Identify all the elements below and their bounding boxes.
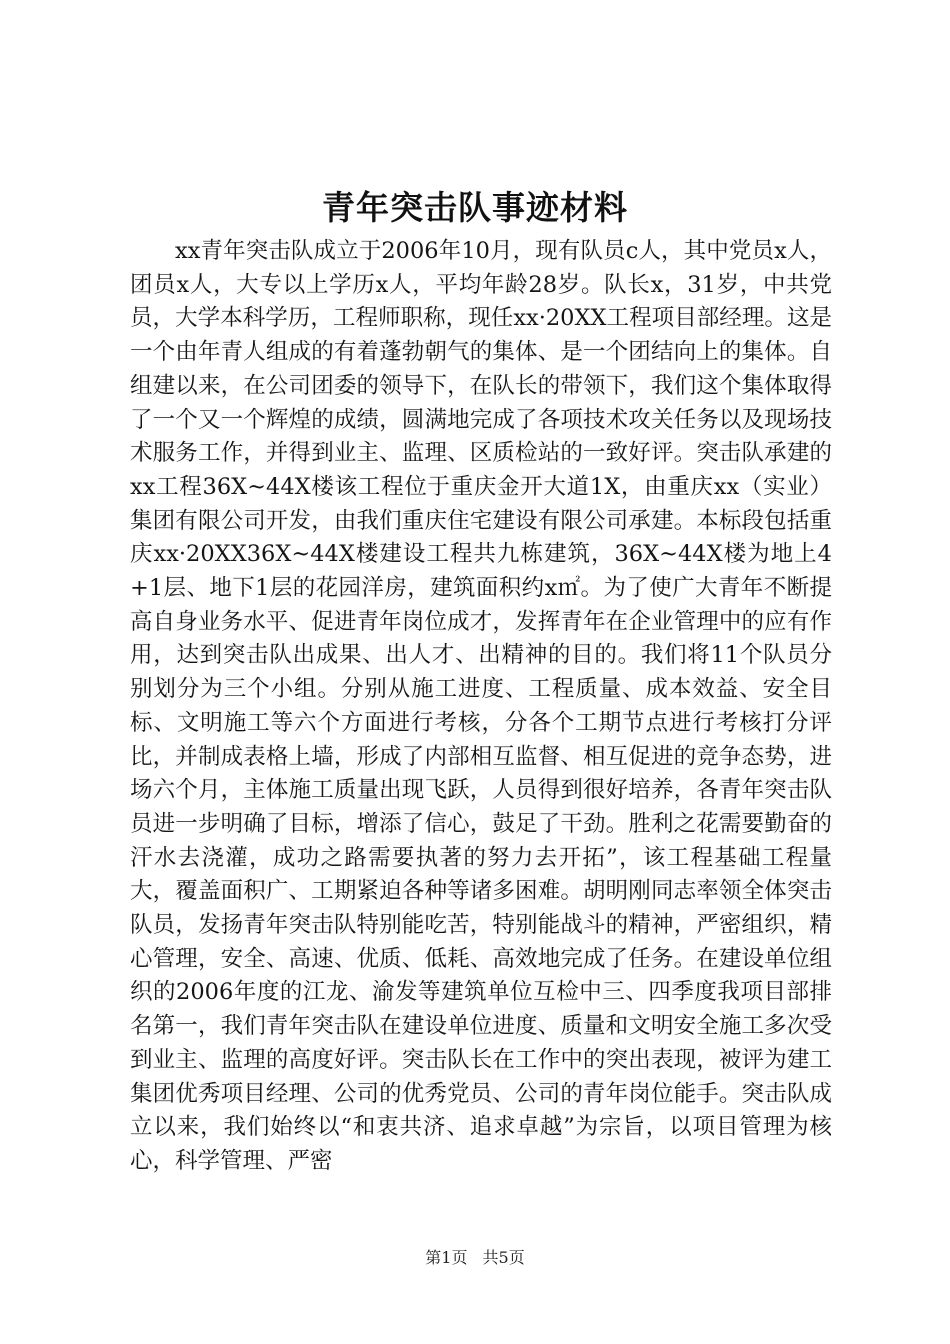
page-footer xyxy=(0,1245,950,1268)
page-number-current: 第1页 xyxy=(425,1248,468,1267)
document-title: 青年突击队事迹材料 xyxy=(322,188,628,227)
document-body-paragraph: xx青年突击队成立于2006年10月，现有队员c人，其中党员x人，团员x人，大专以上学历x人，平均年龄28岁。队长x，31岁，中共党员，大学本科学历，工程师职称，现任xx·20XX工程项目部经理。这是一个由年青人组成的有着蓬勃朝气的集体、是一个团结向上的集体。自组建以来，在公司团委的领导下，在队长的带领下，我们这个集体取得了一个又一个辉煌的成绩，圆满地完成了各项技术攻关任务以及现场技术服务工作，并得到业主、监理、区质检站的一致好评。突击队承建的xx工程36X~44X楼该工程位于重庆金开大道1X，由重庆xx（实业）集团有限公司开发，由我们重庆住宅建设有限公司承建。本标段包括重庆xx·20XX36X~44X楼建设工程共九栋建筑，36X~44X楼为地上4+1层、地下1层的花园洋房，建筑面积约x㎡。为了使广大青年不断提高自身业务水平、促进青年岗位成才，发挥青年在企业管理中的应有作用，达到突击队出成果、出人才、出精神的目的。我们将11个队员分别划分为三个小组。分别从施工进度、工程质量、成本效益、安全目标、文明施工等六个方面进行考核，分各个工期节点进行考核打分评比，并制成表格上墙，形成了内部相互监督、相互促进的竞争态势，进场六个月，主体施工质量出现飞跃，人员得到很好培养，各青年突击队员进一步明确了目标，增添了信心，鼓足了干劲。胜利之花需要勤奋的汗水去浇灌，成功之路需要执著的努力去开拓”，该工程基础工程量大，覆盖面积广、工期紧迫各种等诸多困难。胡明刚同志率领全体突击队员，发扬青年突击队特别能吃苦，特别能战斗的精神，严密组织，精心管理，安全、高速、优质、低耗、高效地完成了任务。在建设单位组织的2006年度的江龙、渝发等建筑单位互检中三、四季度我项目部排名第一，我们青年突击队在建设单位进度、质量和文明安全施工多次受到业主、监理的高度好评。突击队长在工作中的突出表现，被评为建工集团优秀项目经理、公司的优秀党员、公司的青年岗位能手。突击队成立以来，我们始终以“和衷共济、追求卓越”为宗旨，以项目管理为核心，科学管理、严密 xyxy=(130,238,832,1174)
page-number-total: 共5页 xyxy=(482,1248,525,1267)
